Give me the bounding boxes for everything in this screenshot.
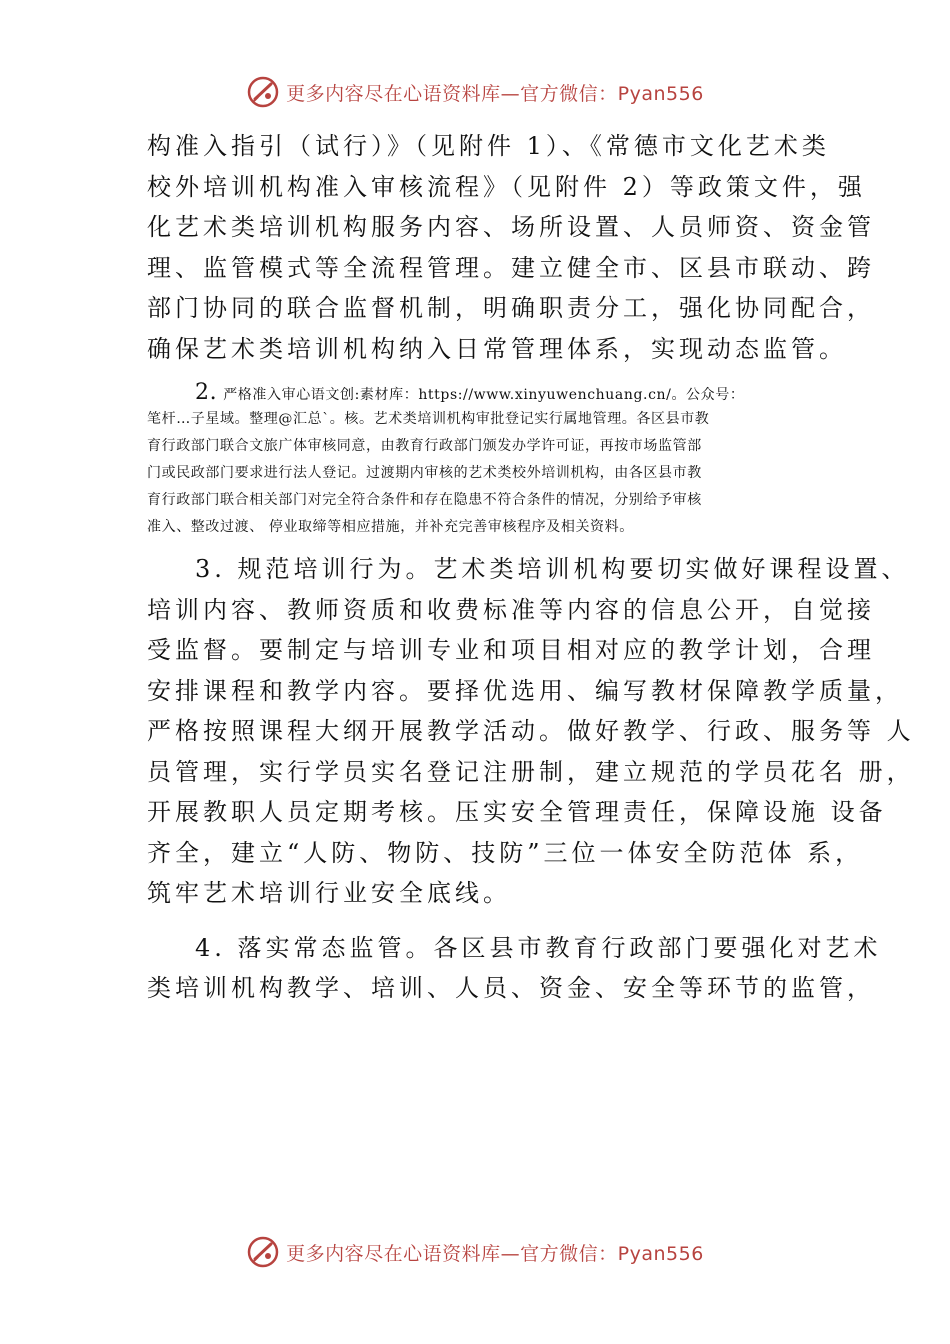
header-watermark-text: 更多内容尽在心语资料库—官方微信：Pyan556: [286, 82, 704, 105]
paragraph-line: 构准入指引（试行）》（见附件 1）、《常德市文化艺术类: [147, 132, 830, 160]
paragraph-line: 门或民政部门要求进行法人登记。过渡期内审核的艺术类校外培训机构，由各区县市教: [147, 465, 702, 481]
paragraph-line: 笔杆…子星域。整理@汇总`。核。艺术类培训机构审批登记实行属地管理。各区县市教: [147, 411, 710, 427]
paragraph-line: 确保艺术类培训机构纳入日常管理体系，实现动态监管。: [147, 334, 847, 363]
footer-watermark-text: 更多内容尽在心语资料库—官方微信：Pyan556: [286, 1242, 704, 1265]
paragraph-line: 理、监管模式等全流程管理。建立健全市、区县市联动、跨: [147, 253, 875, 282]
paragraph-line: 4. 落实常态监管。各区县市教育行政部门要强化对艺术: [195, 933, 882, 962]
seal-pen-icon: [246, 75, 280, 109]
paragraph-1: [147, 126, 875, 369]
paragraph-line: 安排课程和教学内容。要择优选用、编写教材保障教学质量，: [147, 676, 903, 705]
paragraph-line: 准入、整改过渡、 停业取缔等相应措施，并补充完善审核程序及相关资料。: [147, 519, 634, 535]
paragraph-line: 筑牢艺术培训行业安全底线。: [147, 879, 511, 907]
paragraph-line: 员管理，实行学员实名登记注册制，建立规范的学员花名 册，: [147, 757, 915, 786]
paragraph-3: [147, 549, 915, 914]
paragraph-number: 2.: [195, 380, 218, 405]
paragraph-line: 严格准入审心语文创:素材库：https://www.xinyuwenchuang.cn/。公众号：: [223, 387, 745, 403]
paragraph-line: 受监督。要制定与培训专业和项目相对应的教学计划，合理: [147, 636, 875, 664]
paragraph-line: 育行政部门联合文旅广体审核同意，由教育行政部门颁发办学许可证，再按市场监管部: [147, 438, 702, 454]
paragraph-line: 开展教职人员定期考核。压实安全管理责任，保障设施 设备: [147, 798, 887, 826]
footer-watermark-banner: [0, 1232, 950, 1272]
paragraph-line: 培训内容、教师资质和收费标准等内容的信息公开，自觉接: [147, 595, 875, 624]
paragraph-line: 类培训机构教学、培训、人员、资金、安全等环节的监管，: [147, 974, 875, 1002]
header-watermark-banner: [0, 72, 950, 112]
seal-pen-icon: [246, 1235, 280, 1269]
paragraph-line: 严格按照课程大纲开展教学活动。做好教学、行政、服务等 人: [147, 717, 915, 745]
document-body: [147, 126, 915, 1009]
paragraph-2: [147, 379, 827, 541]
paragraph-line: 校外培训机构准入审核流程》（见附件 2）等政策文件，强: [147, 172, 866, 201]
paragraph-line: 化艺术类培训机构服务内容、场所设置、人员师资、资金管: [147, 213, 875, 241]
paragraph-line: 育行政部门联合相关部门对完全符合条件和存在隐患不符合条件的情况，分别给予审核: [147, 492, 702, 508]
paragraph-line: 3. 规范培训行为。艺术类培训机构要切实做好课程设置、: [195, 555, 910, 583]
paragraph-line: 部门协同的联合监督机制，明确职责分工，强化协同配合，: [147, 294, 875, 322]
paragraph-4: [147, 928, 882, 1009]
paragraph-line: 齐全，建立“人防、物防、技防”三位一体安全防范体 系，: [147, 838, 864, 867]
